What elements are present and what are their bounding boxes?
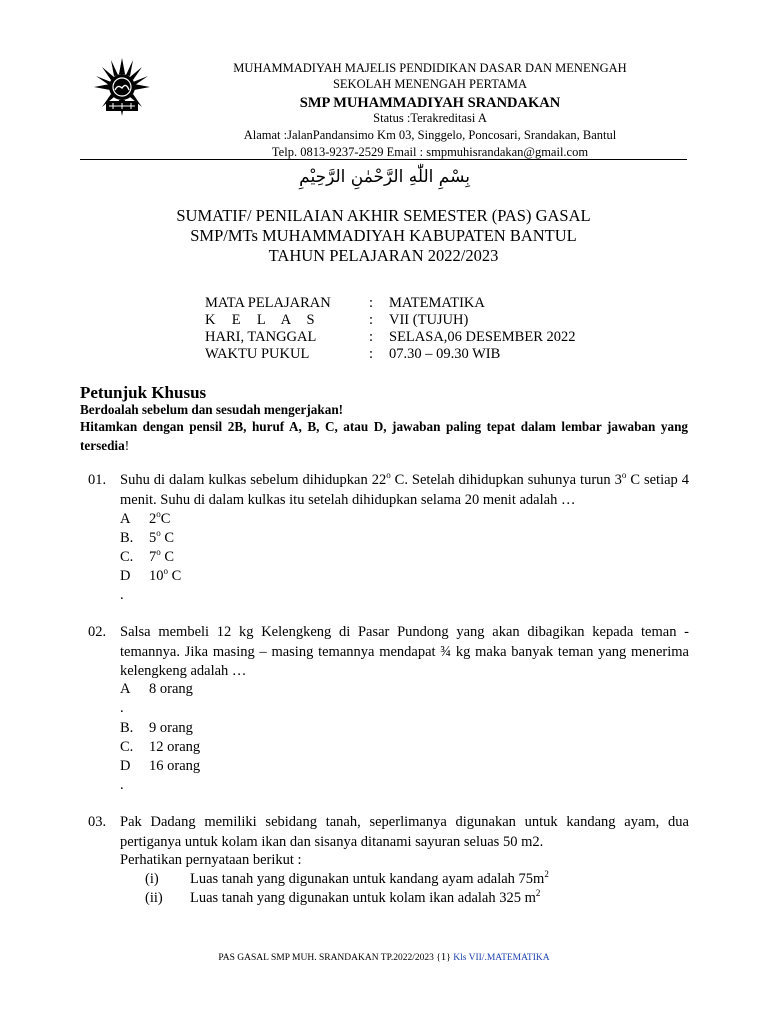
info-key: WAKTU PUKUL xyxy=(205,346,310,362)
question-prompt: Perhatikan pernyataan berikut : xyxy=(120,852,302,868)
footer-brace: } xyxy=(446,953,454,963)
option-letter: C. xyxy=(120,549,134,565)
degree-sup: o xyxy=(156,509,161,520)
option-letter: C. xyxy=(120,739,134,755)
option-unit: C xyxy=(160,549,175,565)
instructions-exclamation: ! xyxy=(124,438,130,453)
info-colon: : xyxy=(369,312,374,328)
info-key: MATA PELAJARAN xyxy=(205,295,331,311)
footer-left: PAS GASAL SMP MUH. SRANDAKAN TP.2022/2023 { xyxy=(218,953,441,963)
header-status: Status :Terakreditasi A xyxy=(373,111,487,125)
header-contact: Telp. 0813-9237-2529 Email : smpmuhisrandakan@gmail.com xyxy=(271,145,589,159)
degree-sup: o xyxy=(156,547,161,558)
header-school-type: SEKOLAH MENENGAH PERTAMA xyxy=(332,77,528,91)
statement-label: (ii) xyxy=(145,890,163,906)
option-number: 5 xyxy=(149,530,157,546)
basmalah-calligraphy: بِسْمِ اللّٰهِ الرَّحْمٰنِ الرَّحِيْمِ xyxy=(299,167,470,187)
option-unit: C xyxy=(168,568,182,584)
degree-sup: o xyxy=(163,566,168,577)
stray-dot: . xyxy=(120,777,124,793)
statement-text xyxy=(190,871,549,888)
exam-title: SUMATIF/ PENILAIAN AKHIR SEMESTER (PAS) GASAL xyxy=(176,206,591,225)
info-colon: : xyxy=(369,329,374,345)
option-letter: B. xyxy=(120,530,134,546)
exam-subtitle: SMP/MTs MUHAMMADIYAH KABUPATEN BANTUL xyxy=(190,226,577,245)
instructions-title: Petunjuk Khusus xyxy=(80,383,207,402)
header-school-name: SMP MUHAMMADIYAH SRANDAKAN xyxy=(299,95,561,111)
header-address: Alamat :JalanPandansimo Km 03, Singgelo, Poncosari, Srandakan, Bantul xyxy=(243,128,617,142)
question-text-part: Suhu di dalam kulkas sebelum dihidupkan 22 xyxy=(120,472,387,488)
instructions-text: Hitamkan dengan pensil 2B, huruf A, B, C, atau D, jawaban paling tepat dalam lembar jawaban yang tersedia xyxy=(80,419,688,453)
question-text: Pak Dadang memiliki sebidang tanah, seperlimanya digunakan untuk kandang ayam, dua pertiganya untuk kolam ikan dan sisanya ditanami sayuran seluas 50 m2. xyxy=(120,814,689,850)
footer-page-number: 1 xyxy=(440,951,447,963)
info-key: K E L A S xyxy=(205,312,318,328)
squared-sup: 2 xyxy=(544,869,549,880)
option-value: 12 orang xyxy=(149,739,201,755)
header-org-line: MUHAMMADIYAH MAJELIS PENDIDIKAN DASAR DAN MENENGAH xyxy=(233,61,627,75)
option-value: 16 orang xyxy=(149,758,201,774)
info-value: 07.30 – 09.30 WIB xyxy=(389,346,501,362)
option-letter: A xyxy=(120,511,131,527)
info-colon: : xyxy=(369,346,374,362)
header-divider xyxy=(80,159,687,160)
question-number: 02. xyxy=(88,624,107,640)
stray-dot: . xyxy=(120,700,124,716)
info-key: HARI, TANGGAL xyxy=(205,329,317,345)
degree-sup: o xyxy=(621,470,627,481)
option-value: 8 orang xyxy=(149,681,193,697)
exam-year: TAHUN PELAJARAN 2022/2023 xyxy=(268,246,499,265)
statement-text xyxy=(190,890,540,907)
info-value: MATEMATIKA xyxy=(389,295,485,311)
option-number: 2 xyxy=(149,511,157,527)
option-value xyxy=(149,529,174,548)
info-colon: : xyxy=(369,295,374,311)
statement-body: Luas tanah yang digunakan untuk kandang ayam adalah 75m xyxy=(190,871,545,887)
question-text-part: C setiap 4 menit. Suhu di dalam kulkas itu setelah dihidupkan selama 20 menit adalah … xyxy=(120,472,689,508)
statement-body: Luas tanah yang digunakan untuk kolam ikan adalah 325 m xyxy=(190,890,536,906)
muhammadiyah-sun-logo-icon xyxy=(92,56,152,118)
instructions-line xyxy=(80,417,688,455)
option-number: 7 xyxy=(149,549,157,565)
option-value xyxy=(149,567,181,586)
option-letter: A xyxy=(120,681,131,697)
squared-sup: 2 xyxy=(535,888,541,899)
info-value: VII (TUJUH) xyxy=(389,312,469,328)
option-unit: C xyxy=(160,511,171,527)
degree-sup: o xyxy=(156,528,161,539)
page-footer xyxy=(0,951,768,963)
question-number: 01. xyxy=(88,472,107,488)
option-value: 9 orang xyxy=(149,720,193,736)
option-number: 10 xyxy=(149,568,164,584)
option-value xyxy=(149,548,174,567)
footer-subject: Kls VII/.MATEMATIKA xyxy=(453,953,550,963)
option-unit: C xyxy=(160,530,175,546)
question-text-part: C. Setelah dihidupkan suhunya turun 3 xyxy=(390,472,622,488)
instructions-line: Berdoalah sebelum dan sesudah mengerjakan! xyxy=(80,402,344,417)
option-letter: B. xyxy=(120,720,134,736)
option-letter: D xyxy=(120,568,131,584)
option-letter: D xyxy=(120,758,131,774)
question-text: Salsa membeli 12 kg Kelengkeng di Pasar Pundong yang akan dibagikan kepada teman - temannya. Jika masing – masing temannya mendapat ¾ kg maka banyak teman yang menerima kelengkeng adalah … xyxy=(120,624,689,679)
question-number: 03. xyxy=(88,814,107,830)
statement-label: (i) xyxy=(145,871,159,887)
option-value xyxy=(149,510,170,529)
question-text xyxy=(120,471,689,510)
degree-sup: o xyxy=(386,470,391,481)
stray-dot: . xyxy=(120,587,124,603)
info-value: SELASA,06 DESEMBER 2022 xyxy=(389,329,576,345)
